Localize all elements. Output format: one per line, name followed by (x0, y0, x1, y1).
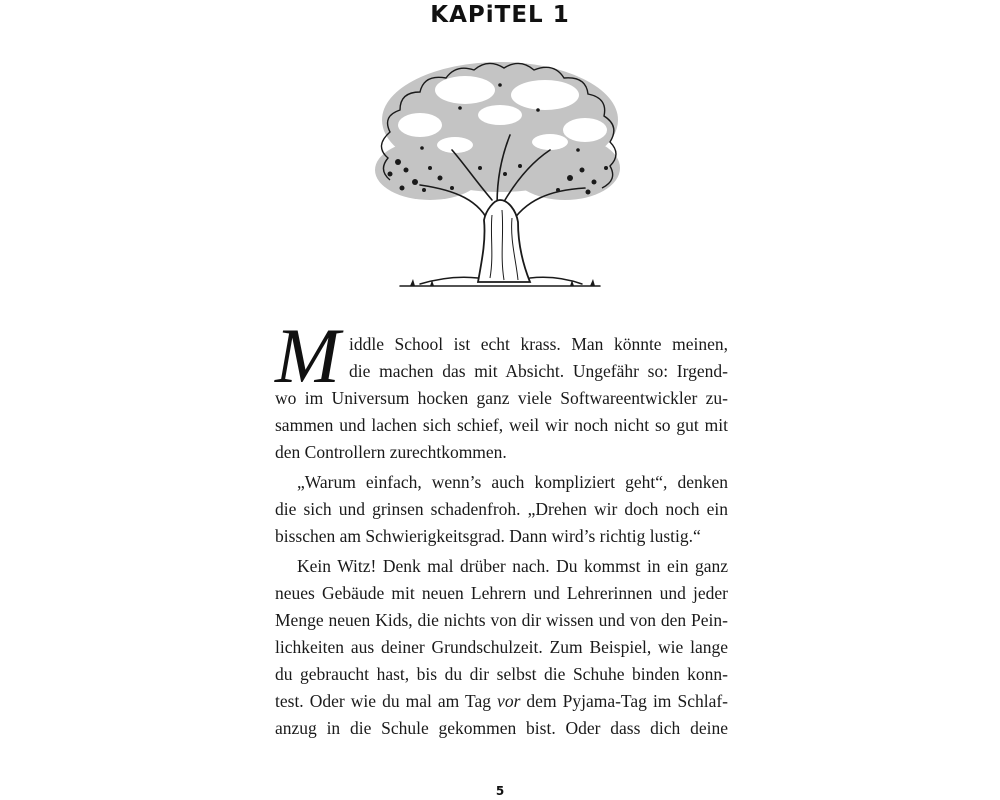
text-line (275, 688, 728, 715)
drop-cap: M (275, 312, 340, 399)
text-line: iddle School ist echt krass. Man könnte meinen, (349, 334, 728, 354)
chapter-text (275, 312, 728, 742)
text-line: Menge neuen Kids, die nichts von dir wissen und von den Pein- (275, 610, 728, 630)
emphasis-text: vor (497, 691, 521, 711)
text-segment: dem Pyjama-Tag im Schlaf- (520, 691, 728, 711)
text-line: Kein Witz! Denk mal drüber nach. Du kommst in ein ganz (297, 556, 728, 576)
text-line: wo im Universum hocken ganz viele Softwareentwickler zu- (275, 388, 728, 408)
text-line: „Warum einfach, wenn’s auch kompliziert geht“, denken (297, 472, 728, 492)
chapter-title: KAPiTEL 1 (430, 2, 570, 28)
paragraph-2 (275, 469, 728, 550)
text-line: sammen und lachen sich schief, weil wir noch nicht so gut mit (275, 415, 728, 435)
paragraph-1 (275, 312, 728, 466)
text-line: neues Gebäude mit neuen Lehrern und Lehrerinnen und jeder (275, 583, 728, 603)
paragraph-3 (275, 553, 728, 742)
text-line: die sich und grinsen schadenfroh. „Drehen wir doch noch ein (275, 499, 728, 519)
text-line: den Controllern zurechtkommen. (275, 442, 507, 462)
text-line: bisschen am Schwierigkeitsgrad. Dann wird’s richtig lustig.“ (275, 526, 701, 546)
text-segment: test. Oder wie du mal am Tag (275, 691, 498, 711)
oak-tree-illustration (360, 50, 640, 290)
text-line: die machen das mit Absicht. Ungefähr so: Irgend- (349, 361, 728, 381)
text-line: lichkeiten aus deiner Grundschulzeit. Zum Beispiel, wie lange (275, 637, 728, 657)
text-line: du gebraucht hast, bis du dir selbst die Schuhe binden konn- (275, 664, 728, 684)
text-line: anzug in die Schule gekommen bist. Oder dass dich deine (275, 718, 728, 738)
page-number: 5 (495, 784, 505, 798)
